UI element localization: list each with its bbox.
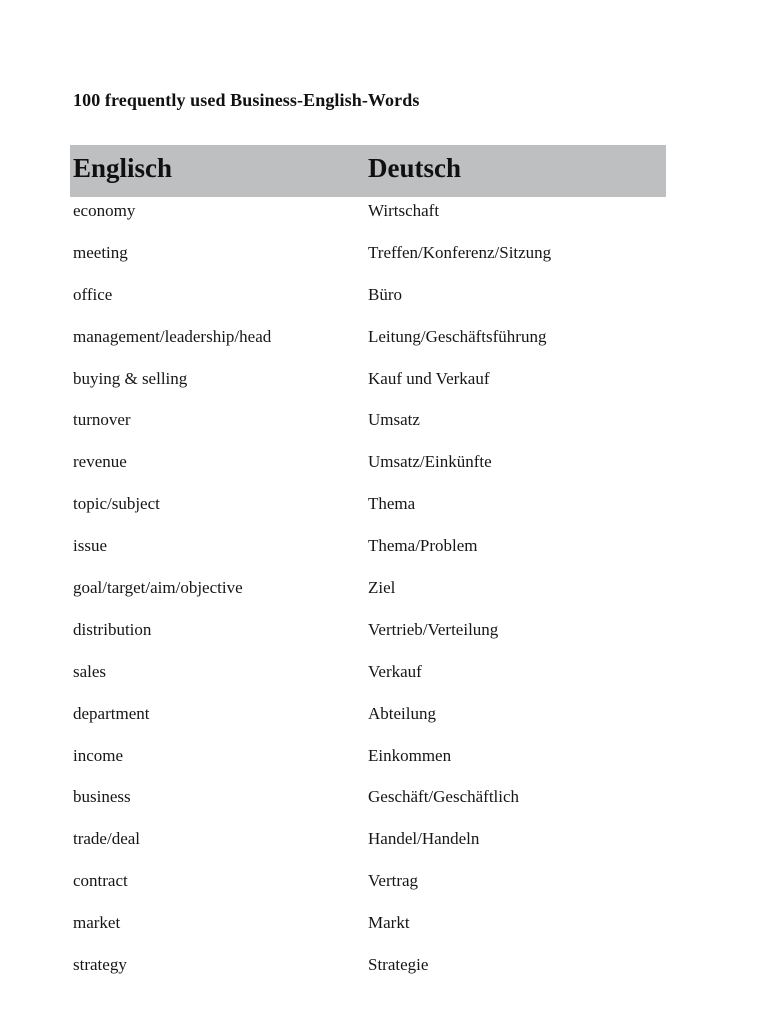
- table-row: [70, 616, 666, 658]
- english-term-cell: market: [73, 913, 121, 933]
- table-row: [70, 365, 666, 407]
- english-term-cell: income: [73, 745, 124, 765]
- table-row: [70, 742, 666, 784]
- german-term-cell: Vertrag: [368, 871, 419, 891]
- english-term-cell: distribution: [73, 619, 152, 639]
- table-row: [70, 700, 666, 742]
- english-term-cell: office: [73, 284, 113, 304]
- english-term-cell: sales: [73, 661, 107, 681]
- table-row: [70, 448, 666, 490]
- english-term-cell: business: [73, 787, 131, 807]
- english-term-cell: goal/target/aim/objective: [73, 578, 243, 598]
- german-term-cell: Kauf und Verkauf: [368, 368, 490, 388]
- table-row: [70, 532, 666, 574]
- german-term-cell: Strategie: [368, 955, 429, 975]
- german-term-cell: Vertrieb/Verteilung: [368, 619, 499, 639]
- german-term-cell: Einkommen: [368, 745, 452, 765]
- english-term-cell: economy: [73, 201, 136, 220]
- german-term-cell: Umsatz: [368, 410, 420, 430]
- german-term-cell: Thema: [368, 494, 416, 514]
- german-term-cell: Büro: [368, 284, 402, 304]
- table-row: [70, 239, 666, 281]
- table-row: [70, 490, 666, 532]
- english-term-cell: turnover: [73, 410, 131, 430]
- english-term-cell: contract: [73, 871, 128, 891]
- vocabulary-table: [70, 145, 666, 993]
- english-term-cell: management/leadership/head: [73, 326, 272, 346]
- table-row: [70, 825, 666, 867]
- table-row: [70, 909, 666, 951]
- table-row: [70, 658, 666, 700]
- english-term-cell: strategy: [73, 955, 127, 975]
- table-row: [70, 406, 666, 448]
- english-term-cell: issue: [73, 536, 107, 556]
- german-term-cell: Ziel: [368, 578, 396, 598]
- german-term-cell: Leitung/Geschäftsführung: [368, 326, 547, 346]
- german-term-cell: Treffen/Konferenz/Sitzung: [368, 242, 552, 262]
- table-row: [70, 281, 666, 323]
- table-row: [70, 197, 666, 239]
- header-cell-englisch: Englisch: [73, 152, 173, 183]
- german-term-cell: Handel/Handeln: [368, 829, 480, 849]
- english-term-cell: revenue: [73, 452, 127, 472]
- english-term-cell: department: [73, 703, 150, 723]
- table-row: [70, 867, 666, 909]
- german-term-cell: Wirtschaft: [368, 201, 440, 220]
- english-term-cell: buying & selling: [73, 368, 188, 388]
- table-row: [70, 783, 666, 825]
- english-term-cell: trade/deal: [73, 829, 141, 849]
- table-row: [70, 951, 666, 993]
- german-term-cell: Abteilung: [368, 703, 436, 723]
- header-cell-deutsch: Deutsch: [368, 152, 461, 183]
- german-term-cell: Thema/Problem: [368, 536, 478, 556]
- german-term-cell: Verkauf: [368, 661, 422, 681]
- table-header-row: [70, 145, 666, 197]
- german-term-cell: Markt: [368, 913, 410, 933]
- table-row: [70, 574, 666, 616]
- german-term-cell: Umsatz/Einkünfte: [368, 452, 492, 472]
- german-term-cell: Geschäft/Geschäftlich: [368, 787, 520, 807]
- page-title: 100 frequently used Business-English-Words: [73, 90, 420, 110]
- english-term-cell: meeting: [73, 242, 128, 262]
- table-row: [70, 323, 666, 365]
- english-term-cell: topic/subject: [73, 494, 160, 514]
- table-body: [70, 197, 666, 993]
